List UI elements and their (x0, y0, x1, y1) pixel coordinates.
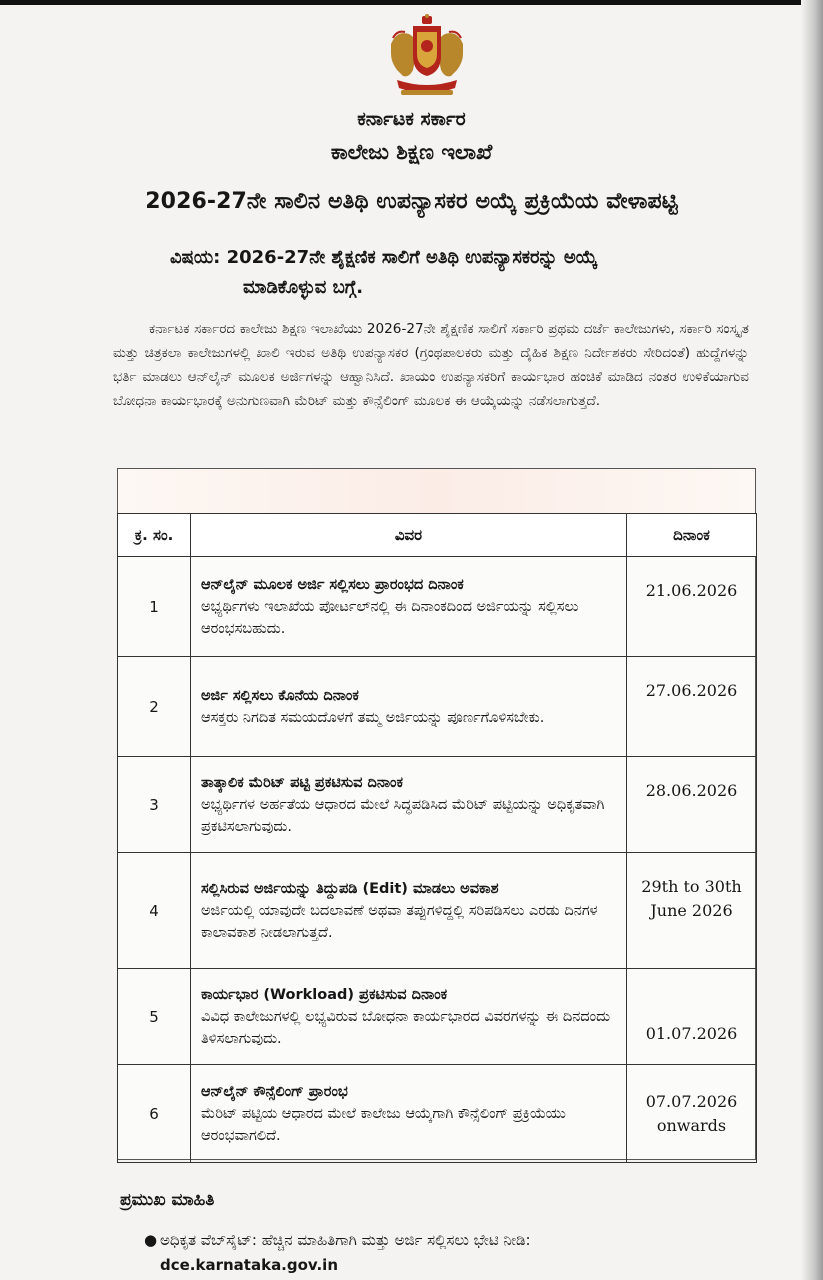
subject-line-1: ವಿಷಯ: 2026-27ನೇ ಶೈಕ್ಷಣಿಕ ಸಾಲಿಗೆ ಅತಿಥಿ ಉಪನ್ಯಾಸಕರನ್ನು ಅಯ್ಕೆ (170, 247, 598, 268)
row-description: ಅರ್ಜಿಯಲ್ಲಿ ಯಾವುದೇ ಬದಲಾವಣೆ ಅಥವಾ ತಪ್ಪುಗಳಿದ್ದಲ್ಲಿ ಸರಿಪಡಿಸಲು ಎರಡು ದಿನಗಳ ಕಾಲಾವಕಾಶ ನೀಡಲಾಗುತ್ತದೆ. (201, 902, 598, 941)
table-top-band (118, 469, 755, 513)
row-heading: ಅರ್ಜಿ ಸಲ್ಲಿಸಲು ಕೊನೆಯ ದಿನಾಂಕ (201, 687, 359, 704)
info-bullet (144, 1228, 704, 1278)
schedule-table (117, 513, 757, 1163)
row-details (191, 1065, 627, 1163)
row-description: ಅಭ್ಯರ್ಥಿಗಳು ಇಲಾಖೆಯ ಪೋರ್ಟಲ್‌ನಲ್ಲಿ ಈ ದಿನಾಂಕದಿಂದ ಅರ್ಜಿಯನ್ನು ಸಲ್ಲಿಸಲು ಆರಂಭಸಬಹುದು. (201, 598, 579, 637)
row-details (191, 969, 627, 1065)
row-description: ಮೆರಿಟ್ ಪಟ್ಟಿಯ ಆಧಾರದ ಮೇಲೆ ಕಾಲೇಜು ಆಯ್ಕೆಗಾಗಿ ಕೌನ್ಸೆಲಿಂಗ್ ಪ್ರಕ್ರಿಯೆಯು ಆರಂಭವಾಗಲಿದೆ. (201, 1105, 566, 1144)
karnataka-state-emblem-icon (387, 14, 467, 98)
row-description: ವಿವಿಧ ಕಾಲೇಜುಗಳಲ್ಲಿ ಲಭ್ಯವಿರುವ ಬೋಧನಾ ಕಾರ್ಯಭಾರದ ವಿವರಗಳನ್ನು ಈ ದಿನದಂದು ತಿಳಿಸಲಾಗುವುದು. (201, 1008, 611, 1047)
table-row (118, 853, 757, 969)
page-title: 2026-27ನೇ ಸಾಲಿನ ಅತಿಥಿ ಉಪನ್ಯಾಸಕರ ಅಯ್ಕೆ ಪ್ರಕ್ರಿಯೆಯ ವೇಳಾಪಟ್ಟಿ (145, 189, 678, 214)
row-description: ಅಭ್ಯರ್ಥಿಗಳ ಅರ್ಹತೆಯ ಆಧಾರದ ಮೇಲೆ ಸಿದ್ಧಪಡಿಸಿದ ಮೆರಿಟ್ ಪಟ್ಟಿಯನ್ನು ಅಧಿಕೃತವಾಗಿ ಪ್ರಕಟಿಸಲಾಗುವುದು. (201, 796, 605, 835)
department-name: ಕಾಲೇಜು ಶಿಕ್ಷಣ ಇಲಾಖೆ (330, 140, 493, 164)
row-number: 4 (118, 853, 191, 969)
row-details (191, 853, 627, 969)
website-label: ಅಧಿಕೃತ ವೆಬ್‌ಸೈಟ್: ಹೆಚ್ಚಿನ ಮಾಹಿತಿಗಾಗಿ ಮತ್ತು ಅರ್ಜಿ ಸಲ್ಲಿಸಲು ಭೇಟಿ ನೀಡಿ: (160, 1231, 531, 1249)
table-row (118, 657, 757, 757)
row-date: 07.07.2026 onwards (627, 1065, 757, 1163)
header-sl-no: ಕ್ರ. ಸಂ. (118, 514, 191, 557)
row-number: 5 (118, 969, 191, 1065)
info-heading: ಪ್ರಮುಖ ಮಾಹಿತಿ (120, 1190, 215, 1210)
row-heading: ಸಲ್ಲಿಸಿರುವ ಅರ್ಜಿಯನ್ನು ತಿದ್ದುಪಡಿ (Edit) ಮಾಡಲು ಅವಕಾಶ (201, 880, 499, 897)
table-row (118, 557, 757, 657)
row-date: 28.06.2026 (627, 757, 757, 853)
row-date: 21.06.2026 (627, 557, 757, 657)
bullet-dot-icon: ● (144, 1231, 158, 1249)
intro-paragraph: ಕರ್ನಾಟಕ ಸರ್ಕಾರದ ಕಾಲೇಜು ಶಿಕ್ಷಣ ಇಲಾಖೆಯು 2026-27ನೇ ಶೈಕ್ಷಣಿಕ ಸಾಲಿಗೆ ಸರ್ಕಾರಿ ಪ್ರಥಮ ದರ್ಜೆ ಕಾಲೇಜುಗಳು, ಸರ್ಕಾರಿ ಸಂಸ್ಕೃತ ಮತ್ತು ಚಿತ್ರಕಲಾ ಕಾಲೇಜುಗಳಲ್ಲಿ ಖಾಲಿ ಇರುವ ಅತಿಥಿ ಉಪನ್ಯಾಸಕರ (ಗ್ರಂಥಪಾಲಕರು ಮತ್ತು ದೈಹಿಕ ಶಿಕ್ಷಣ ನಿರ್ದೇಶಕರು ಸೇರಿದಂತೆ) ಹುದ್ದೆಗಳನ್ನು ಭರ್ತಿ ಮಾಡಲು ಆನ್‌ಲೈನ್ ಮೂಲಕ ಅರ್ಜಿಗಳನ್ನು ಆಹ್ವಾನಿಸಿದೆ. ಖಾಯಂ ಉಪನ್ಯಾಸಕರಿಗೆ ಕಾರ್ಯಭಾರ ಹಂಚಿಕೆ ಮಾಡಿದ ನಂತರ ಉಳಿಕೆಯಾಗುವ ಬೋಧನಾ ಕಾರ್ಯಭಾರಕ್ಕೆ ಅನುಗುಣವಾಗಿ ಮೆರಿಟ್ ಮತ್ತು ಕೌನ್ಸೆಲಿಂಗ್ ಮೂಲಕ ಈ ಆಯ್ಕೆಯನ್ನು ನಡೆಸಲಾಗುತ್ತದೆ. (113, 321, 749, 409)
table-row (118, 757, 757, 853)
row-heading: ಆನ್‌ಲೈನ್ ಮೂಲಕ ಅರ್ಜಿ ಸಲ್ಲಿಸಲು ಪ್ರಾರಂಭದ ದಿನಾಂಕ (201, 576, 464, 593)
header-date: ದಿನಾಂಕ (627, 514, 757, 557)
subject (170, 243, 730, 303)
row-description: ಆಸಕ್ತರು ನಿಗದಿತ ಸಮಯದೊಳಗೆ ತಮ್ಮ ಅರ್ಜಿಯನ್ನು ಪೂರ್ಣಗೊಳಿಸಬೇಕು. (201, 709, 545, 726)
row-heading: ಕಾರ್ಯಭಾರ (Workload) ಪ್ರಕಟಿಸುವ ದಿನಾಂಕ (201, 986, 448, 1003)
table-header-row (118, 514, 757, 557)
row-number: 6 (118, 1065, 191, 1163)
row-number: 3 (118, 757, 191, 853)
table-row (118, 1065, 757, 1163)
government-name: ಕರ್ನಾಟಕ ಸರ್ಕಾರ (357, 108, 466, 130)
row-heading: ತಾತ್ಕಾಲಿಕ ಮೆರಿಟ್ ಪಟ್ಟಿ ಪ್ರಕಟಿಸುವ ದಿನಾಂಕ (201, 774, 404, 791)
header-details: ವಿವರ (191, 514, 627, 557)
website-link[interactable]: dce.karnataka.gov.in (160, 1256, 339, 1274)
table-row (118, 969, 757, 1065)
row-date: 27.06.2026 (627, 657, 757, 757)
row-details (191, 657, 627, 757)
row-date: 01.07.2026 (627, 969, 757, 1065)
subject-line-2: ಮಾಡಿಕೊಳ್ಳುವ ಬಗ್ಗೆ. (243, 277, 364, 298)
row-details (191, 557, 627, 657)
row-number: 1 (118, 557, 191, 657)
top-border (0, 0, 823, 5)
row-details (191, 757, 627, 853)
row-date: 29th to 30th June 2026 (627, 853, 757, 969)
row-heading: ಆನ್‌ಲೈನ್ ಕೌನ್ಸೆಲಿಂಗ್ ಪ್ರಾರಂಭ (201, 1083, 348, 1100)
row-number: 2 (118, 657, 191, 757)
